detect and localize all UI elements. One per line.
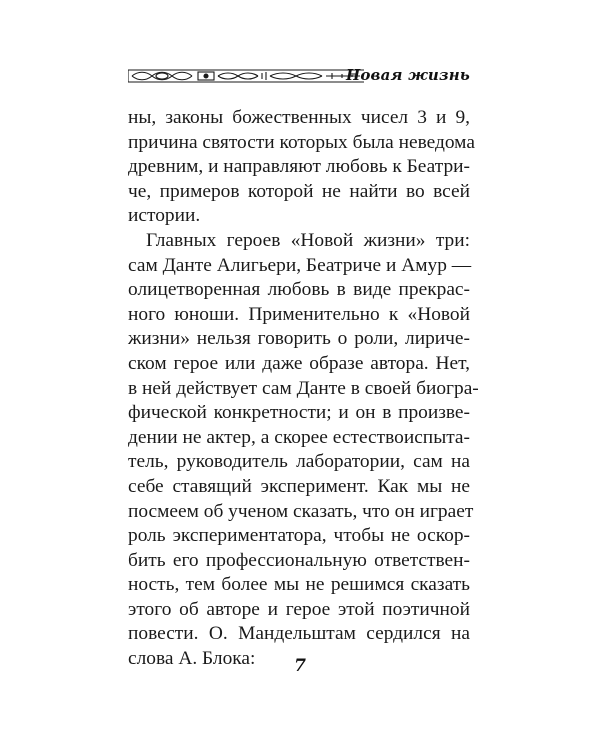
- running-title: Новая жизнь: [345, 66, 470, 84]
- text-line: причина святости которых была неведома: [128, 131, 475, 153]
- text-line: дении не актер, а скорее естествоиспыта-: [128, 426, 470, 448]
- text-line: тель, руководитель лаборатории, сам на: [128, 451, 470, 473]
- text-line: этого об авторе и герое этой поэтичной: [128, 598, 470, 620]
- text-line: ском герое или даже образе автора. Нет,: [128, 352, 470, 374]
- text-line: Главных героев «Новой жизни» три:: [146, 229, 470, 251]
- text-line: ность, тем более мы не решимся сказать: [128, 574, 470, 596]
- paragraph-main-heroes: [128, 229, 479, 672]
- text-line: себе ставящий эксперимент. Как мы не: [128, 475, 470, 497]
- text-line: истории.: [128, 205, 201, 227]
- page-body-text: [128, 106, 479, 672]
- paragraph-continued: [128, 106, 475, 229]
- ornamental-rule-icon: [128, 66, 364, 86]
- text-line: слова А. Блока:: [128, 648, 256, 670]
- text-line: повести. О. Мандельштам сердился на: [128, 623, 470, 645]
- text-line: фической конкретности; и он в произве-: [128, 402, 470, 424]
- text-line: в ней действует сам Данте в своей биогра-: [128, 377, 479, 399]
- text-line: ного юноши. Применительно к «Новой: [128, 303, 470, 325]
- text-line: ны, законы божественных чисел 3 и 9,: [128, 107, 470, 128]
- text-line: сам Данте Алигьери, Беатриче и Амур —: [128, 254, 472, 276]
- page-number: 7: [294, 656, 306, 676]
- text-line: жизни» нельзя говорить о роли, лириче-: [128, 328, 470, 350]
- running-header: [128, 64, 470, 88]
- text-line: древним, и направляют любовь к Беатри-: [128, 156, 470, 178]
- text-line: олицетворенная любовь в виде прекрас-: [128, 279, 470, 301]
- text-line: посмеем об ученом сказать, что он играет: [128, 500, 474, 522]
- text-line: роль экспериментатора, чтобы не оскор-: [128, 525, 470, 547]
- text-line: че, примеров которой не найти во всей: [128, 180, 470, 202]
- text-line: бить его профессиональную ответствен-: [128, 549, 470, 571]
